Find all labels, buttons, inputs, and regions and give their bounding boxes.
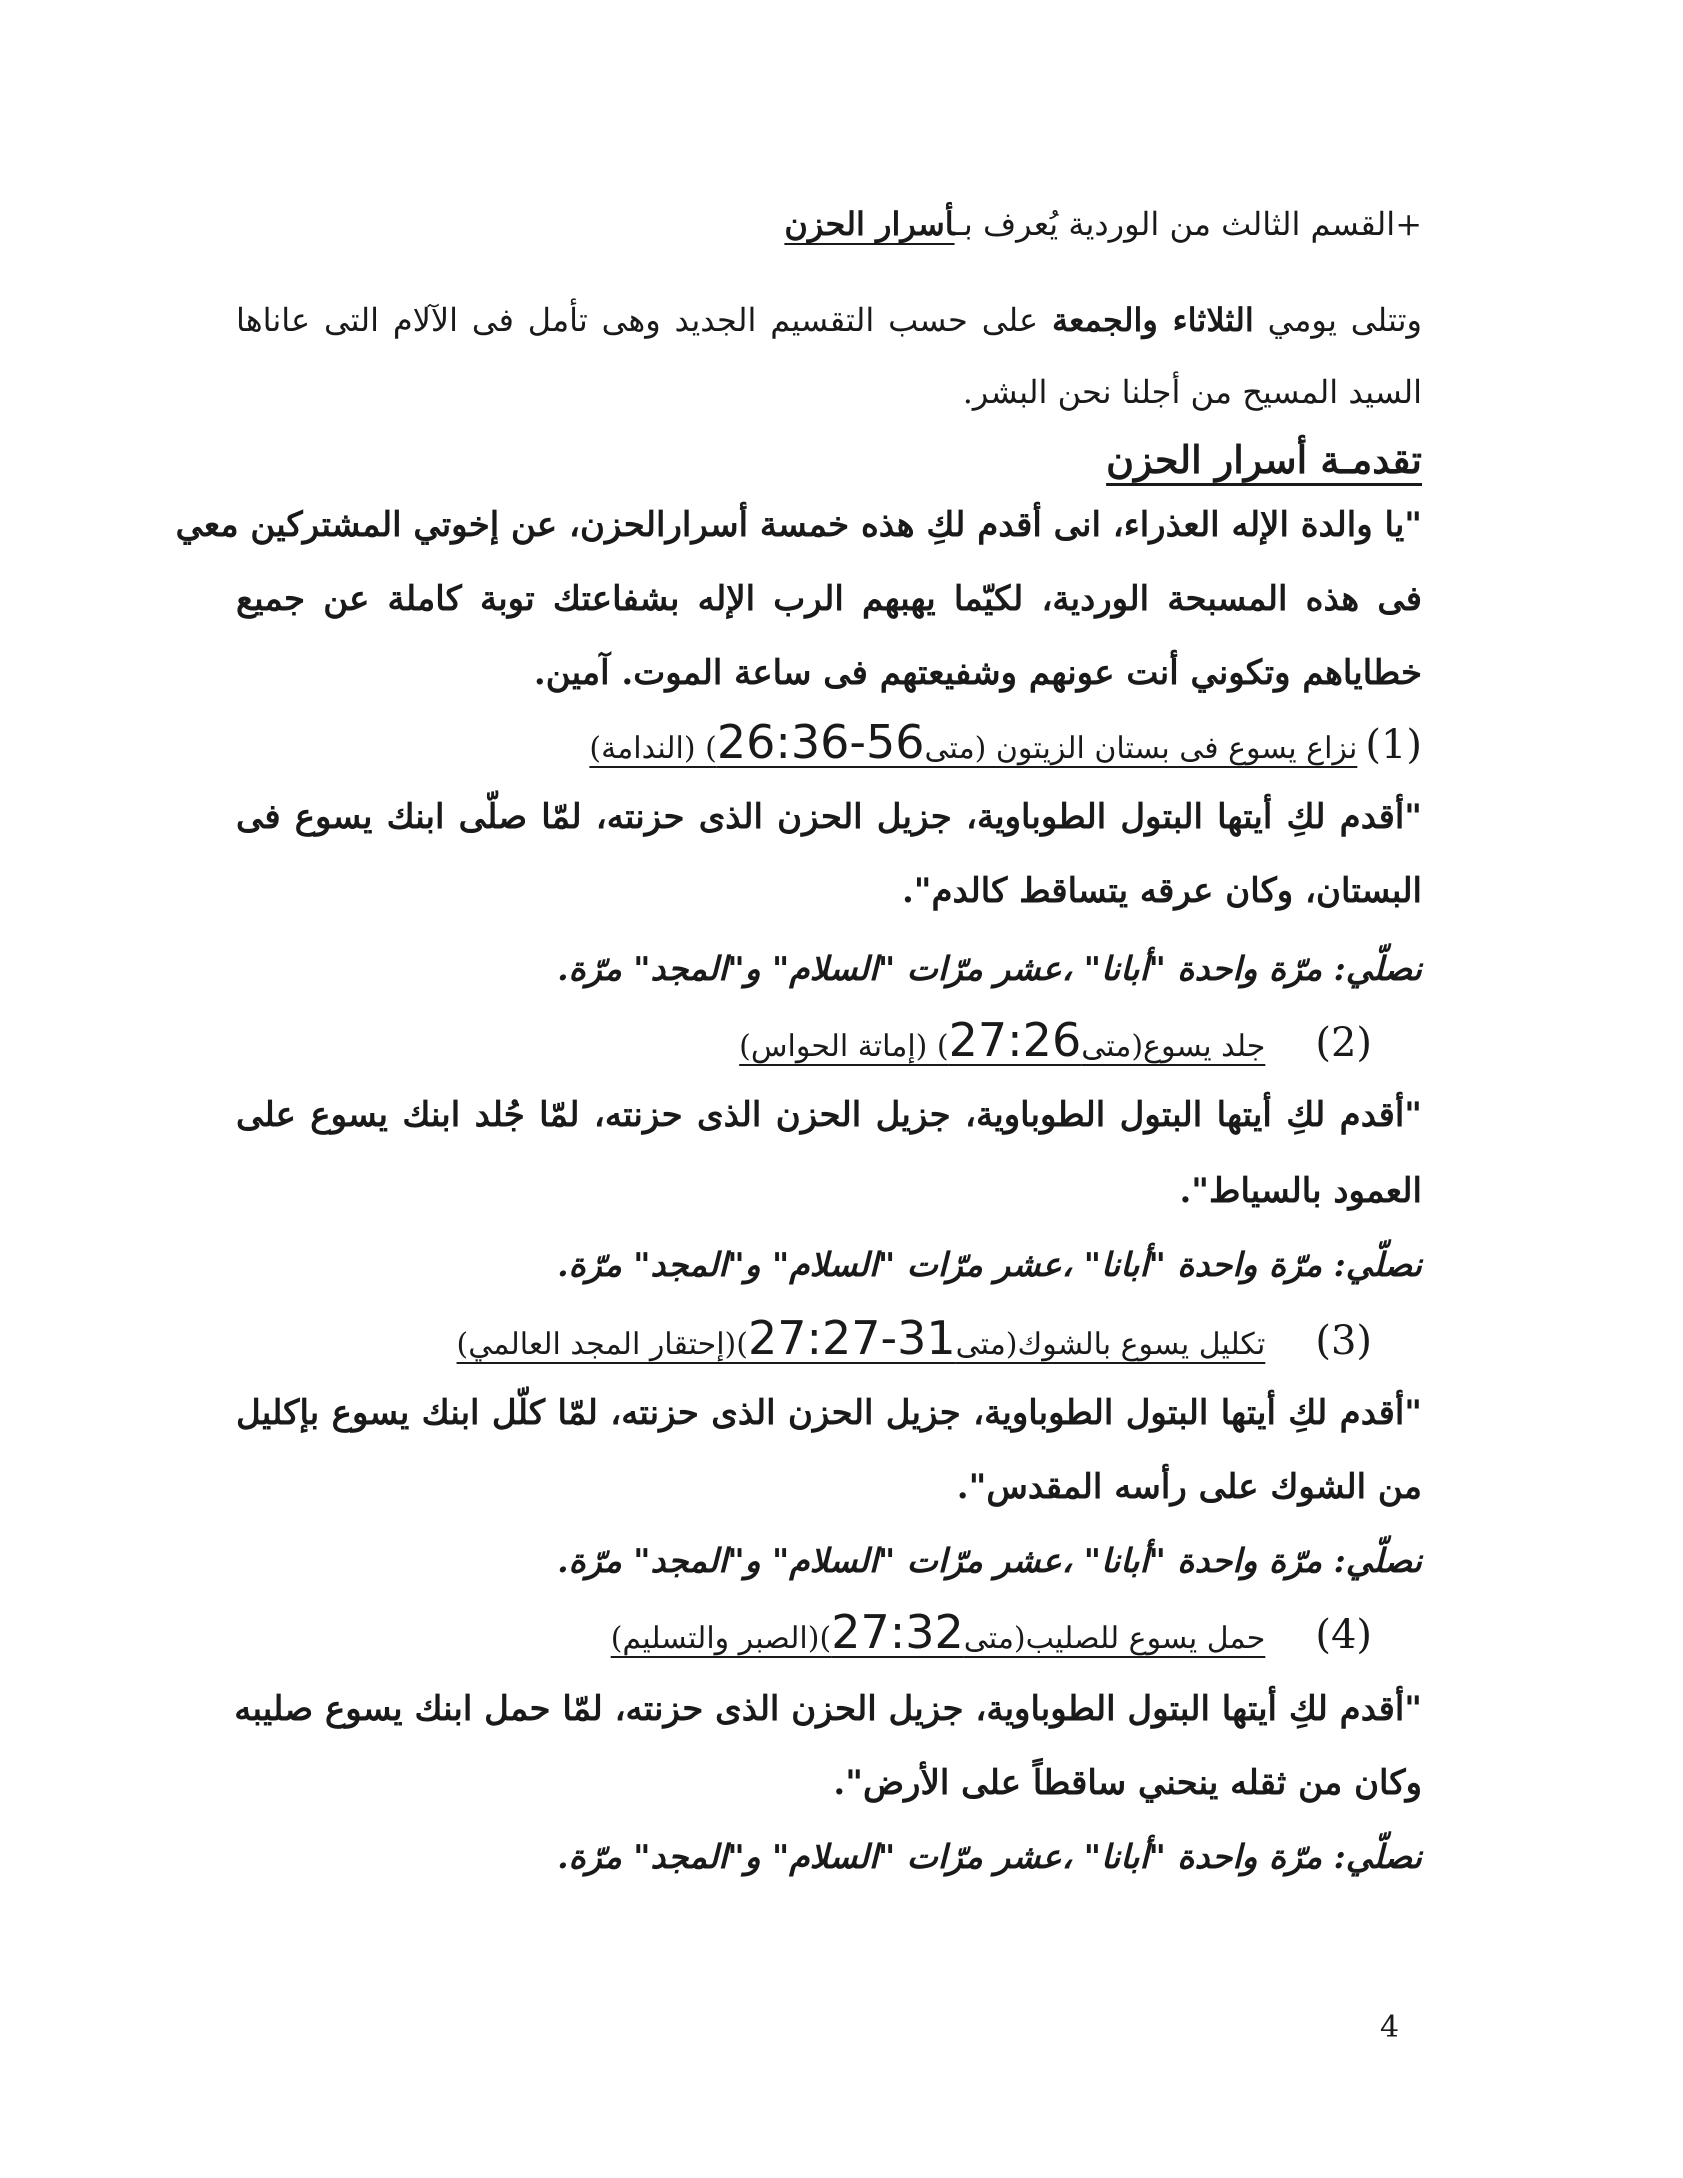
mystery-1-prayer-line-1: "أقدم لكِ أيتها البتول الطوباوية، جزيل الحزن الذى حزنته، لمّا صلّى ابنك يسوع فى bbox=[236, 797, 1422, 837]
intro-line-2-suffix: على حسب التقسيم الجديد وهى تأمل فى الآلام التى عاناها bbox=[236, 301, 1052, 339]
intro-line-2-prefix: وتتلى يومي bbox=[1253, 301, 1422, 339]
mystery-3-prayer-line-1: "أقدم لكِ أيتها البتول الطوباوية، جزيل الحزن الذى حزنته، لمّا كلّل ابنك يسوع بإكليل bbox=[236, 1393, 1422, 1433]
page-number: 4 bbox=[1380, 2010, 1400, 2045]
mystery-1-title bbox=[236, 715, 1422, 769]
mystery-1-title-prefix: نزاع يسوع فى بستان الزيتون (متى bbox=[924, 731, 1358, 766]
mystery-4-number: (4) bbox=[1315, 1612, 1372, 1658]
intro-line-1 bbox=[236, 205, 1422, 243]
mystery-2-title-suffix: ) (إماتة الحواس) bbox=[739, 1029, 949, 1064]
sorrowful-mysteries-term: أسرار الحزن bbox=[784, 205, 955, 243]
mystery-4-title-suffix: )(الصبر والتسليم) bbox=[610, 1621, 832, 1656]
mystery-2-reference: 27:26 bbox=[948, 1013, 1082, 1067]
mystery-1-instruction: نصلّي: مرّة واحدة "أبانا" ،عشر مرّات "السلام" و"المجد" مرّة. bbox=[557, 949, 1422, 988]
mystery-3-title bbox=[236, 1311, 1372, 1365]
mystery-1-title-suffix: ) (الندامة) bbox=[589, 731, 717, 766]
offering-line-3: خطاياهم وتكوني أنت عونهم وشفيعتهم فى ساعة الموت. آمين. bbox=[533, 653, 1422, 693]
mystery-2-number: (2) bbox=[1315, 1020, 1372, 1066]
mystery-3-prayer-line-2: من الشوك على رأسه المقدس". bbox=[956, 1467, 1422, 1507]
mystery-3-instruction: نصلّي: مرّة واحدة "أبانا" ،عشر مرّات "السلام" و"المجد" مرّة. bbox=[557, 1541, 1422, 1580]
mystery-3-reference: 27:27-31 bbox=[747, 1311, 956, 1365]
mystery-3-number: (3) bbox=[1315, 1318, 1372, 1364]
mystery-2-prayer-line-2: العمود بالسياط". bbox=[1179, 1171, 1422, 1211]
intro-line-3: السيد المسيح من أجلنا نحن البشر. bbox=[962, 373, 1422, 411]
mystery-4-prayer-line-2: وكان من ثقله ينحني ساقطاً على الأرض". bbox=[833, 1763, 1422, 1803]
mystery-4-prayer-line-1: "أقدم لكِ أيتها البتول الطوباوية، جزيل الحزن الذى حزنته، لمّا حمل ابنك يسوع صليبه bbox=[234, 1689, 1422, 1729]
mystery-2-prayer-line-1: "أقدم لكِ أيتها البتول الطوباوية، جزيل الحزن الذى حزنته، لمّا جُلد ابنك يسوع على bbox=[236, 1095, 1422, 1135]
mystery-2-title bbox=[236, 1013, 1372, 1067]
mystery-3-title-text bbox=[456, 1311, 1266, 1365]
offering-line-1: "يا والدة الإله العذراء، انى أقدم لكِ هذه خمسة أسرارالحزن، عن إخوتي المشتركين معي bbox=[175, 505, 1422, 545]
mystery-2-instruction: نصلّي: مرّة واحدة "أبانا" ،عشر مرّات "السلام" و"المجد" مرّة. bbox=[557, 1245, 1422, 1284]
intro-line-2 bbox=[236, 301, 1422, 339]
mystery-2-title-text bbox=[739, 1013, 1266, 1067]
mystery-3-title-suffix: )(إحتقار المجد العالمي) bbox=[456, 1327, 748, 1362]
mystery-2-title-prefix: جلد يسوع(متى bbox=[1081, 1029, 1266, 1064]
mystery-4-title-text bbox=[610, 1605, 1266, 1659]
days-term: الثلاثاء والجمعة bbox=[1051, 301, 1254, 339]
mystery-4-title bbox=[236, 1605, 1372, 1659]
mystery-4-reference: 27:32 bbox=[831, 1605, 964, 1659]
mystery-1-title-text bbox=[589, 715, 1358, 769]
mystery-4-instruction: نصلّي: مرّة واحدة "أبانا" ،عشر مرّات "السلام" و"المجد" مرّة. bbox=[557, 1837, 1422, 1876]
section-heading: تقدمـة أسرار الحزن bbox=[1106, 437, 1422, 482]
intro-line-1-text: +القسم الثالث من الوردية يُعرف بـ bbox=[954, 205, 1422, 243]
offering-line-2: فى هذه المسبحة الوردية، لكيّما يهبهم الرب الإله بشفاعتك توبة كاملة عن جميع bbox=[236, 579, 1422, 619]
mystery-1-reference: 26:36-56 bbox=[716, 715, 925, 769]
mystery-4-title-prefix: حمل يسوع للصليب(متى bbox=[963, 1621, 1266, 1656]
mystery-3-title-prefix: تكليل يسوع بالشوك(متى bbox=[955, 1327, 1266, 1362]
mystery-1-number: (1) bbox=[1365, 722, 1422, 768]
mystery-1-prayer-line-2: البستان، وكان عرقه يتساقط كالدم". bbox=[901, 871, 1422, 911]
